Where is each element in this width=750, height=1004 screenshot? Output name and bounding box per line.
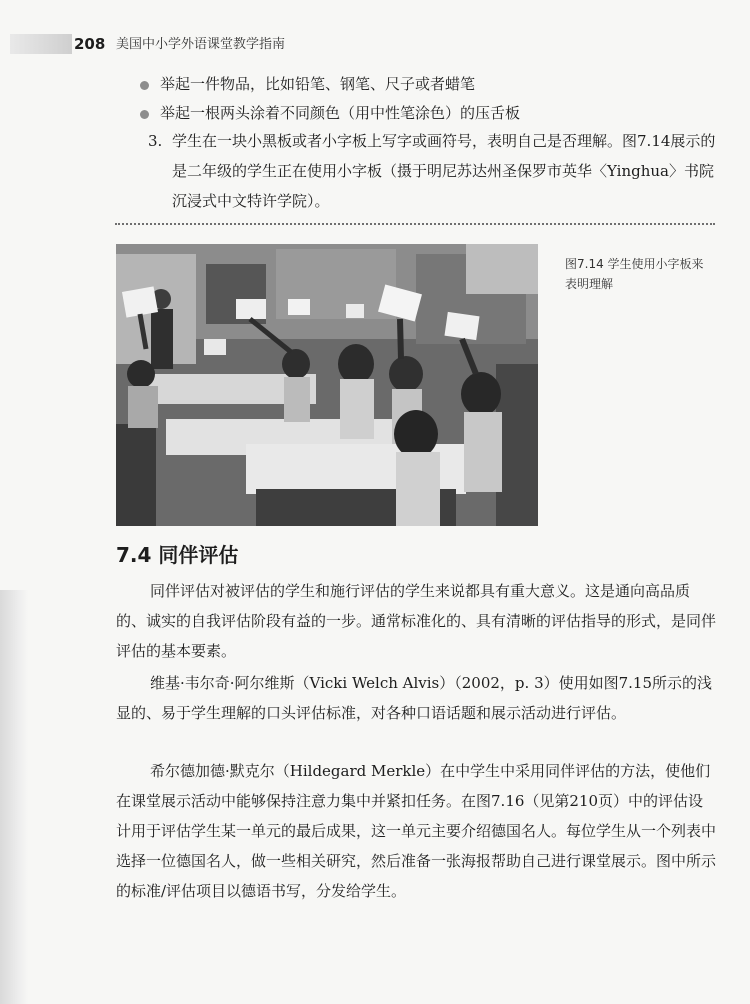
numbered-item	[148, 126, 718, 216]
paragraph: 希尔德加德·默克尔（Hildegard Merkle）在中学生中采用同伴评估的方法，使他们在课堂展示活动中能够保持注意力集中并紧扣任务。在图7.16（见第210页）中的评估设计用于评估学生某一单元的最后成果，这一单元主要介绍德国名人。每位学生从一个列表中选择一位德国名人，做一些相关研究，然后准备一张海报帮助自己进行课堂展示。图中所示的标准/评估项目以德语书写，分发给学生。	[116, 762, 717, 900]
page-header	[0, 30, 750, 60]
running-title: 美国中小学外语课堂教学指南	[116, 37, 286, 52]
numbered-item-label: 3.	[148, 132, 163, 150]
bullet-item	[138, 99, 718, 128]
bullet-text: 举起一根两头涂着不同颜色（用中性笔涂色）的压舌板	[160, 104, 521, 122]
bullet-dot-icon	[140, 110, 149, 119]
classroom-photo-illustration	[116, 244, 538, 526]
page-number: 208	[74, 35, 106, 53]
paragraph-2-block	[116, 668, 718, 728]
bullet-item	[138, 70, 718, 99]
paragraph-3-block	[116, 756, 718, 906]
figure-caption: 图7.14 学生使用小字板来表明理解	[565, 257, 704, 291]
bullet-text: 举起一件物品，比如铅笔、钢笔、尺子或者蜡笔	[160, 75, 476, 93]
header-tab-decoration	[10, 34, 72, 54]
page-edge-shadow	[0, 590, 28, 1004]
paragraph-1-block	[116, 576, 718, 666]
paragraph: 同伴评估对被评估的学生和施行评估的学生来说都具有重大意义。这是通向高品质的、诚实的自我评估阶段有益的一步。通常标准化的、具有清晰的评估指导的形式，是同伴评估的基本要素。	[116, 582, 717, 660]
bullet-dot-icon	[140, 81, 149, 90]
bullet-list	[138, 70, 718, 128]
dotted-divider	[115, 223, 715, 225]
paragraph: 维基·韦尔奇·阿尔维斯（Vicki Welch Alvis）（2002，p. 3）使用如图7.15所示的浅显的、易于学生理解的口头评估标准，对各种口语话题和展示活动进行评估。	[116, 674, 713, 722]
numbered-item-text: 学生在一块小黑板或者小字板上写字或画符号，表明自己是否理解。图7.14展示的是二年级的学生正在使用小字板（摄于明尼苏达州圣保罗市英华〈Yinghua〉书院沉浸式中文特许学院）。	[172, 132, 716, 210]
section-heading: 7.4 同伴评估	[116, 543, 239, 567]
classroom-photo	[116, 244, 538, 526]
